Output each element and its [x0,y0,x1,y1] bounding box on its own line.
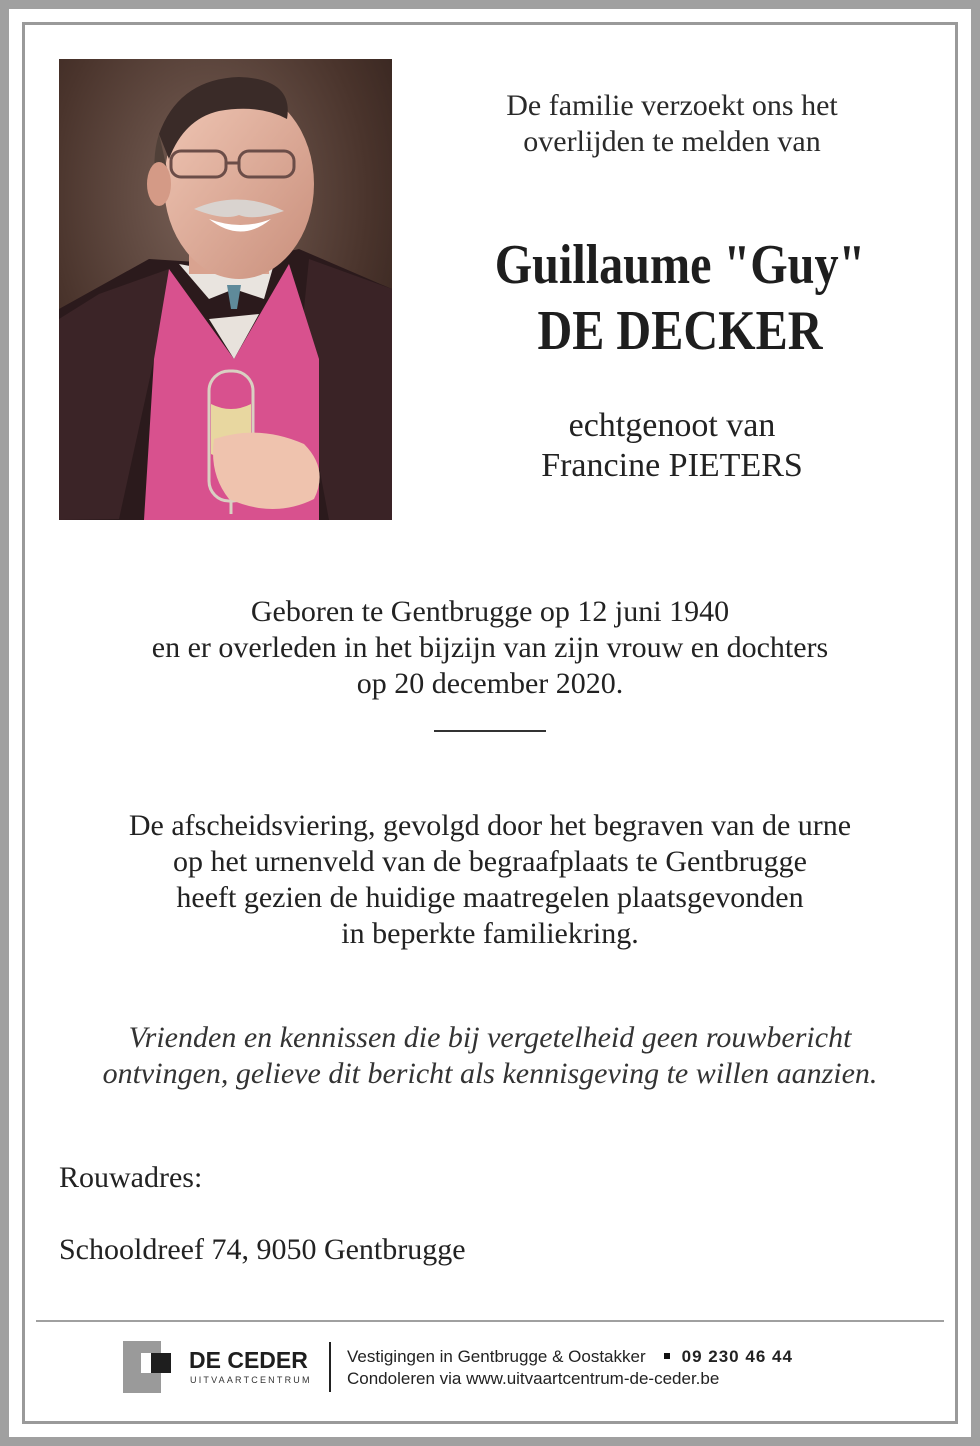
locations-text: Vestigingen in Gentbrugge & Oostakker [347,1347,646,1366]
service-line: in beperkte familiekring. [341,917,639,950]
de-ceder-logo-icon [123,1341,179,1393]
footer-separator [329,1342,331,1392]
service-line: De afscheidsviering, gevolgd door het begraven van de urne [128,809,852,842]
deceased-name [465,232,895,364]
birth-death-text [40,594,940,702]
intro-line: De familie verzoekt ons het [506,89,838,122]
spouse-line: echtgenoot van [568,407,776,444]
condolence-link[interactable]: Condoleren via www.uitvaartcentrum-de-ceder.be [347,1369,720,1388]
footer-divider [36,1320,944,1322]
logo-name: DE CEDER [189,1347,308,1373]
spouse-line: Francine PIETERS [541,447,803,484]
born-line: en er overleden in het bijzijn van zijn vrouw en dochters [151,631,829,664]
spouse-text [430,406,914,486]
born-line: Geboren te Gentbrugge op 12 juni 1940 [250,595,730,628]
service-line: op het urnenveld van de begraafplaats te Gentbrugge [173,845,807,878]
service-line: heeft gezien de huidige maatregelen plaatsgevonden [176,881,804,914]
notice-line: ontvingen, gelieve dit bericht als kennisgeving te willen aanzien. [102,1057,878,1090]
notice-line: Vrienden en kennissen die bij vergetelheid geen rouwbericht [128,1021,852,1054]
notice-text [40,1020,940,1092]
logo-subtitle: UITVAARTCENTRUM [190,1375,312,1385]
intro-line: overlijden te melden van [523,125,821,158]
service-text [40,808,940,952]
bullet-icon [664,1353,670,1359]
footer-locations-row [347,1346,793,1368]
address-value: Schooldreef 74, 9050 Gentbrugge [59,1233,466,1266]
address-label: Rouwadres: [59,1161,203,1194]
intro-text [430,88,914,160]
born-line: op 20 december 2020. [356,667,624,700]
deceased-first-name: Guillaume "Guy" [494,234,866,296]
portrait-photo [59,59,392,520]
deceased-surname: DE DECKER [537,300,823,362]
divider-line [434,730,546,732]
phone-number[interactable]: 09 230 46 44 [681,1347,793,1366]
